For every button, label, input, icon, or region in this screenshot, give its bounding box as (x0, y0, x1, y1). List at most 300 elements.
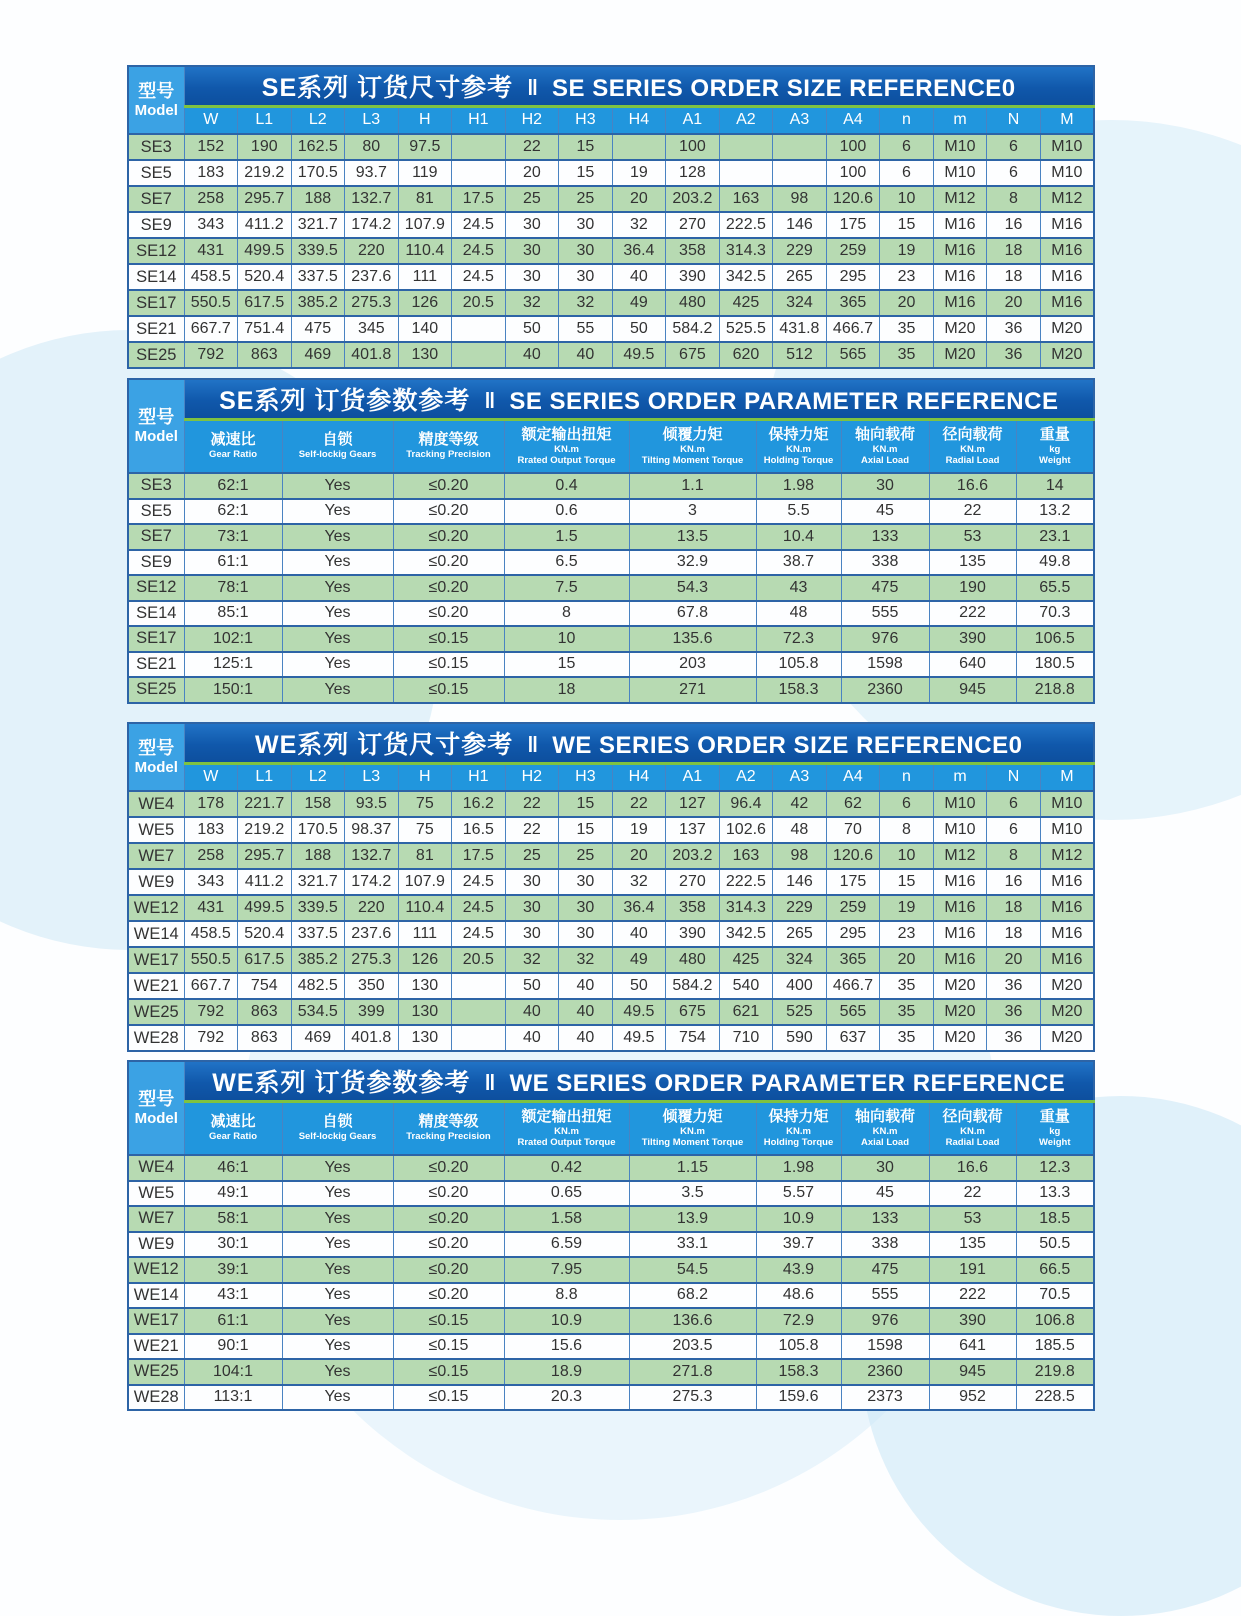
column-header-cn: 保持力矩 (768, 1107, 829, 1125)
model-header-cn: 型号 (138, 737, 175, 758)
cell (773, 160, 827, 186)
cell: 40 (612, 264, 666, 290)
cell: 30 (559, 869, 613, 895)
column-header-sub: KN.m (872, 1125, 898, 1137)
row-model: WE21 (128, 1334, 184, 1360)
cell: M20 (933, 1025, 987, 1051)
table-row (128, 601, 1094, 627)
cell: 25 (505, 186, 559, 212)
cell: 0.6 (504, 499, 629, 525)
cell: 324 (773, 290, 827, 316)
cell: M20 (933, 316, 987, 342)
column-header-sub: KN.m (872, 443, 898, 455)
cell: M10 (1040, 160, 1094, 186)
cell: 18.5 (1016, 1206, 1094, 1232)
cell: 617.5 (238, 947, 292, 973)
row-model: SE12 (128, 238, 184, 264)
cell: 16 (987, 212, 1041, 238)
cell: 30 (841, 473, 929, 499)
table-row (128, 342, 1094, 368)
cell: M20 (1040, 999, 1094, 1025)
cell: 33.1 (629, 1232, 756, 1258)
column-header-sub: KN.m (554, 1125, 579, 1137)
cell: ≤0.20 (393, 499, 504, 525)
cell: Yes (282, 550, 393, 576)
cell: 32 (612, 869, 666, 895)
column-header: M (1040, 106, 1094, 134)
cell: 159.6 (756, 1385, 841, 1411)
cell: 137 (666, 817, 720, 843)
cell: 40 (505, 999, 559, 1025)
table-row (128, 626, 1094, 652)
column-header-cn: 径向载荷 (942, 425, 1003, 443)
cell: M10 (1040, 134, 1094, 160)
cell: 107.9 (398, 212, 452, 238)
cell: 50 (612, 316, 666, 342)
cell: 32 (612, 212, 666, 238)
table-row (128, 1308, 1094, 1334)
cell: 178 (184, 791, 238, 817)
column-header (929, 419, 1016, 473)
cell: 237.6 (345, 264, 399, 290)
column-header-sub: Tilting Moment Torque (641, 1136, 744, 1148)
column-header-cn: 径向载荷 (942, 1107, 1003, 1125)
table-row (128, 1232, 1094, 1258)
cell: 411.2 (238, 212, 292, 238)
table-title-cn: SE系列 订货尺寸参考 (261, 73, 514, 102)
cell: 469 (291, 1025, 345, 1051)
cell: 258 (184, 186, 238, 212)
model-header-en: Model (134, 428, 178, 446)
cell: 295 (826, 921, 880, 947)
cell (452, 1025, 506, 1051)
cell: 49 (612, 947, 666, 973)
table-row (128, 524, 1094, 550)
cell (719, 160, 773, 186)
cell: 16.6 (929, 1155, 1016, 1181)
cell: 337.5 (291, 921, 345, 947)
cell: M10 (933, 817, 987, 843)
table-title-separator: ‖ (527, 74, 539, 100)
table-title-cn: WE系列 订货尺寸参考 (255, 730, 514, 759)
cell: 222 (929, 601, 1016, 627)
cell: 133 (841, 524, 929, 550)
cell: 36.4 (612, 238, 666, 264)
cell: 146 (773, 212, 827, 238)
table-row (128, 791, 1094, 817)
table-row (128, 652, 1094, 678)
cell: 36 (987, 316, 1041, 342)
column-header-sub: KN.m (960, 1125, 985, 1137)
column-header: H (398, 763, 452, 791)
cell: 275.3 (345, 290, 399, 316)
cell: M16 (933, 212, 987, 238)
cell: 16 (987, 869, 1041, 895)
cell: 40 (559, 973, 613, 999)
column-header-sub: KN.m (680, 443, 705, 455)
cell: 24.5 (452, 264, 506, 290)
row-model: SE3 (128, 473, 184, 499)
cell: 667.7 (184, 973, 238, 999)
cell: 952 (929, 1385, 1016, 1411)
cell: 36 (987, 999, 1041, 1025)
row-model: SE7 (128, 524, 184, 550)
cell: 191 (929, 1257, 1016, 1283)
cell: 105.8 (756, 652, 841, 678)
cell: ≤0.20 (393, 575, 504, 601)
column-header: N (987, 763, 1041, 791)
cell: 50 (505, 973, 559, 999)
cell: 128 (666, 160, 720, 186)
cell: 754 (238, 973, 292, 999)
table-row (128, 238, 1094, 264)
cell: 17.5 (452, 843, 506, 869)
cell: ≤0.15 (393, 1359, 504, 1385)
cell: 555 (841, 1283, 929, 1309)
cell: 80 (345, 134, 399, 160)
table-title-separator: ‖ (484, 1069, 496, 1095)
cell: 36 (987, 973, 1041, 999)
table-row (128, 895, 1094, 921)
cell: 58:1 (184, 1206, 282, 1232)
column-header (756, 419, 841, 473)
column-header: W (184, 763, 238, 791)
cell: 271 (629, 677, 756, 703)
cell: 45 (841, 499, 929, 525)
column-header-cn: 倾覆力矩 (662, 425, 723, 443)
table-title (184, 1061, 1094, 1101)
cell: 22 (505, 134, 559, 160)
column-header-sub: Tracking Precision (406, 449, 491, 461)
column-header-cn: 重量 (1039, 1107, 1070, 1125)
cell: 15 (559, 817, 613, 843)
cell: 93.7 (345, 160, 399, 186)
cell: 30 (505, 895, 559, 921)
cell: 314.3 (719, 238, 773, 264)
cell: 32 (559, 290, 613, 316)
table-title-cn: WE系列 订货参数参考 (212, 1068, 471, 1097)
cell: 358 (666, 895, 720, 921)
cell: 100 (826, 160, 880, 186)
cell: 40 (612, 921, 666, 947)
row-model: WE12 (128, 1257, 184, 1283)
cell: ≤0.15 (393, 1385, 504, 1411)
cell: 30 (505, 921, 559, 947)
column-header (841, 1101, 929, 1155)
table-row (128, 160, 1094, 186)
column-header: H (398, 106, 452, 134)
row-model: WE9 (128, 1232, 184, 1258)
table-row (128, 843, 1094, 869)
cell: Yes (282, 1155, 393, 1181)
cell: 111 (398, 921, 452, 947)
column-header-cn: 倾覆力矩 (662, 1107, 723, 1125)
cell: 863 (238, 342, 292, 368)
cell: 43 (756, 575, 841, 601)
cell: 49.5 (612, 342, 666, 368)
cell: M16 (1040, 869, 1094, 895)
cell: 125:1 (184, 652, 282, 678)
column-header-cn: 精度等级 (418, 431, 479, 449)
row-model: WE25 (128, 999, 184, 1025)
cell: M20 (1040, 316, 1094, 342)
cell: 792 (184, 1025, 238, 1051)
table-row (128, 1334, 1094, 1360)
column-header-sub: KN.m (786, 443, 811, 455)
cell: 399 (345, 999, 399, 1025)
cell: Yes (282, 1181, 393, 1207)
column-header: m (933, 763, 987, 791)
table-title-separator: ‖ (484, 387, 496, 413)
row-model: WE28 (128, 1385, 184, 1411)
cell: 5.57 (756, 1181, 841, 1207)
cell: 1.5 (504, 524, 629, 550)
cell: 35 (880, 342, 934, 368)
cell: 24.5 (452, 869, 506, 895)
table-row (128, 1283, 1094, 1309)
cell: 458.5 (184, 264, 238, 290)
column-header-cn: 额定输出扭矩 (521, 425, 612, 443)
cell: 219.2 (238, 160, 292, 186)
column-header-sub: KN.m (680, 1125, 705, 1137)
cell: 132.7 (345, 843, 399, 869)
cell: 339.5 (291, 238, 345, 264)
column-header: A2 (719, 106, 773, 134)
cell: M16 (933, 290, 987, 316)
row-model: SE9 (128, 212, 184, 238)
cell: 16.5 (452, 817, 506, 843)
cell: 39.7 (756, 1232, 841, 1258)
column-header-sub: Gear Ratio (208, 1131, 258, 1143)
cell: Yes (282, 1308, 393, 1334)
cell: 337.5 (291, 264, 345, 290)
cell: 98 (773, 186, 827, 212)
cell: M16 (1040, 290, 1094, 316)
column-header: m (933, 106, 987, 134)
cell: 499.5 (238, 238, 292, 264)
cell: 863 (238, 999, 292, 1025)
cell: ≤0.20 (393, 1283, 504, 1309)
cell: 130 (398, 342, 452, 368)
cell: Yes (282, 601, 393, 627)
cell: M16 (933, 264, 987, 290)
cell: M16 (1040, 264, 1094, 290)
column-header-cn: 精度等级 (418, 1113, 479, 1131)
cell: 22 (505, 791, 559, 817)
table-title-separator: ‖ (527, 731, 539, 757)
cell: 135.6 (629, 626, 756, 652)
table-title (184, 379, 1094, 419)
column-header: H4 (612, 763, 666, 791)
cell: 321.7 (291, 212, 345, 238)
cell: 35 (880, 1025, 934, 1051)
cell: 162.5 (291, 134, 345, 160)
cell: 275.3 (345, 947, 399, 973)
cell: 175 (826, 212, 880, 238)
cell: 126 (398, 947, 452, 973)
cell: 54.5 (629, 1257, 756, 1283)
cell: 190 (929, 575, 1016, 601)
table-row (128, 947, 1094, 973)
cell: 30 (505, 264, 559, 290)
cell: 130 (398, 973, 452, 999)
cell: 97.5 (398, 134, 452, 160)
cell: 70 (826, 817, 880, 843)
cell: 23 (880, 921, 934, 947)
cell: 342.5 (719, 921, 773, 947)
row-model: WE17 (128, 1308, 184, 1334)
column-header: H1 (452, 106, 506, 134)
cell: 13.2 (1016, 499, 1094, 525)
cell: 945 (929, 677, 1016, 703)
column-header: H3 (559, 763, 613, 791)
cell: 100 (666, 134, 720, 160)
cell: 18 (504, 677, 629, 703)
cell: 136.6 (629, 1308, 756, 1334)
cell: ≤0.20 (393, 1181, 504, 1207)
row-model: WE9 (128, 869, 184, 895)
cell: 49.8 (1016, 550, 1094, 576)
table-row (128, 999, 1094, 1025)
cell: 8.8 (504, 1283, 629, 1309)
cell: 18 (987, 264, 1041, 290)
column-header: L2 (291, 763, 345, 791)
row-model: SE21 (128, 652, 184, 678)
cell: M20 (1040, 973, 1094, 999)
cell: 675 (666, 999, 720, 1025)
table-row (128, 473, 1094, 499)
row-model: SE14 (128, 264, 184, 290)
table-row (128, 869, 1094, 895)
cell: 2360 (841, 677, 929, 703)
cell: 24.5 (452, 238, 506, 264)
column-header-cn: 减速比 (210, 431, 256, 449)
column-header-sub: Self-lockig Gears (298, 449, 377, 461)
cell: 25 (559, 186, 613, 212)
row-model: WE14 (128, 921, 184, 947)
cell: 8 (987, 843, 1041, 869)
cell: 640 (929, 652, 1016, 678)
model-column-header (128, 723, 184, 791)
cell: 229 (773, 895, 827, 921)
cell: 637 (826, 1025, 880, 1051)
cell: 475 (841, 1257, 929, 1283)
cell: 675 (666, 342, 720, 368)
cell: 13.5 (629, 524, 756, 550)
cell: M16 (1040, 947, 1094, 973)
cell (452, 160, 506, 186)
column-header-sub: Radial Load (945, 1136, 1000, 1148)
cell: 62 (826, 791, 880, 817)
cell: M16 (1040, 238, 1094, 264)
cell: 1598 (841, 1334, 929, 1360)
cell: 431.8 (773, 316, 827, 342)
cell: 13.3 (1016, 1181, 1094, 1207)
table-row (128, 1257, 1094, 1283)
cell: 18 (987, 921, 1041, 947)
cell: ≤0.15 (393, 652, 504, 678)
column-header (841, 419, 929, 473)
cell: 16.6 (929, 473, 1016, 499)
cell: 792 (184, 342, 238, 368)
cell: 30 (559, 264, 613, 290)
cell: 104:1 (184, 1359, 282, 1385)
cell: 72.9 (756, 1308, 841, 1334)
cell (452, 973, 506, 999)
cell: 20 (987, 290, 1041, 316)
row-model: WE5 (128, 817, 184, 843)
cell: 106.5 (1016, 626, 1094, 652)
row-model: SE7 (128, 186, 184, 212)
cell: 390 (929, 1308, 1016, 1334)
cell: 466.7 (826, 316, 880, 342)
cell: Yes (282, 677, 393, 703)
cell: 96.4 (719, 791, 773, 817)
cell: 102.6 (719, 817, 773, 843)
column-header-sub: Radial Load (945, 454, 1000, 466)
cell: 146 (773, 869, 827, 895)
cell: 119 (398, 160, 452, 186)
cell: ≤0.20 (393, 524, 504, 550)
cell: Yes (282, 1283, 393, 1309)
cell: 365 (826, 947, 880, 973)
cell: 50.5 (1016, 1232, 1094, 1258)
cell: 20 (987, 947, 1041, 973)
cell: 75 (398, 791, 452, 817)
cell: ≤0.20 (393, 601, 504, 627)
column-header-sub: KN.m (554, 443, 579, 455)
cell: 49:1 (184, 1181, 282, 1207)
column-header: n (880, 763, 934, 791)
table-row (128, 921, 1094, 947)
cell: 170.5 (291, 817, 345, 843)
cell: 343 (184, 212, 238, 238)
cell (452, 134, 506, 160)
cell: 13.9 (629, 1206, 756, 1232)
cell: 512 (773, 342, 827, 368)
cell: 976 (841, 1308, 929, 1334)
cell: 8 (987, 186, 1041, 212)
cell: 863 (238, 1025, 292, 1051)
cell: 43:1 (184, 1283, 282, 1309)
table-row (128, 1385, 1094, 1411)
cell: 1.58 (504, 1206, 629, 1232)
column-header: A2 (719, 763, 773, 791)
cell: M12 (933, 843, 987, 869)
model-column-header (128, 66, 184, 134)
cell: 170.5 (291, 160, 345, 186)
cell: 0.42 (504, 1155, 629, 1181)
cell: M16 (933, 869, 987, 895)
table-row (128, 290, 1094, 316)
cell: 534.5 (291, 999, 345, 1025)
cell: 40 (559, 1025, 613, 1051)
cell: 46:1 (184, 1155, 282, 1181)
table-row (128, 1206, 1094, 1232)
table-row (128, 316, 1094, 342)
table-row (128, 186, 1094, 212)
cell: ≤0.20 (393, 1206, 504, 1232)
cell: 54.3 (629, 575, 756, 601)
column-header-sub: Weight (1039, 1136, 1071, 1148)
table-row (128, 1155, 1094, 1181)
cell: 48 (756, 601, 841, 627)
cell: 525.5 (719, 316, 773, 342)
table-title-cn: SE系列 订货参数参考 (219, 386, 471, 415)
model-column-header (128, 379, 184, 473)
table-row (128, 575, 1094, 601)
column-header (184, 1101, 282, 1155)
